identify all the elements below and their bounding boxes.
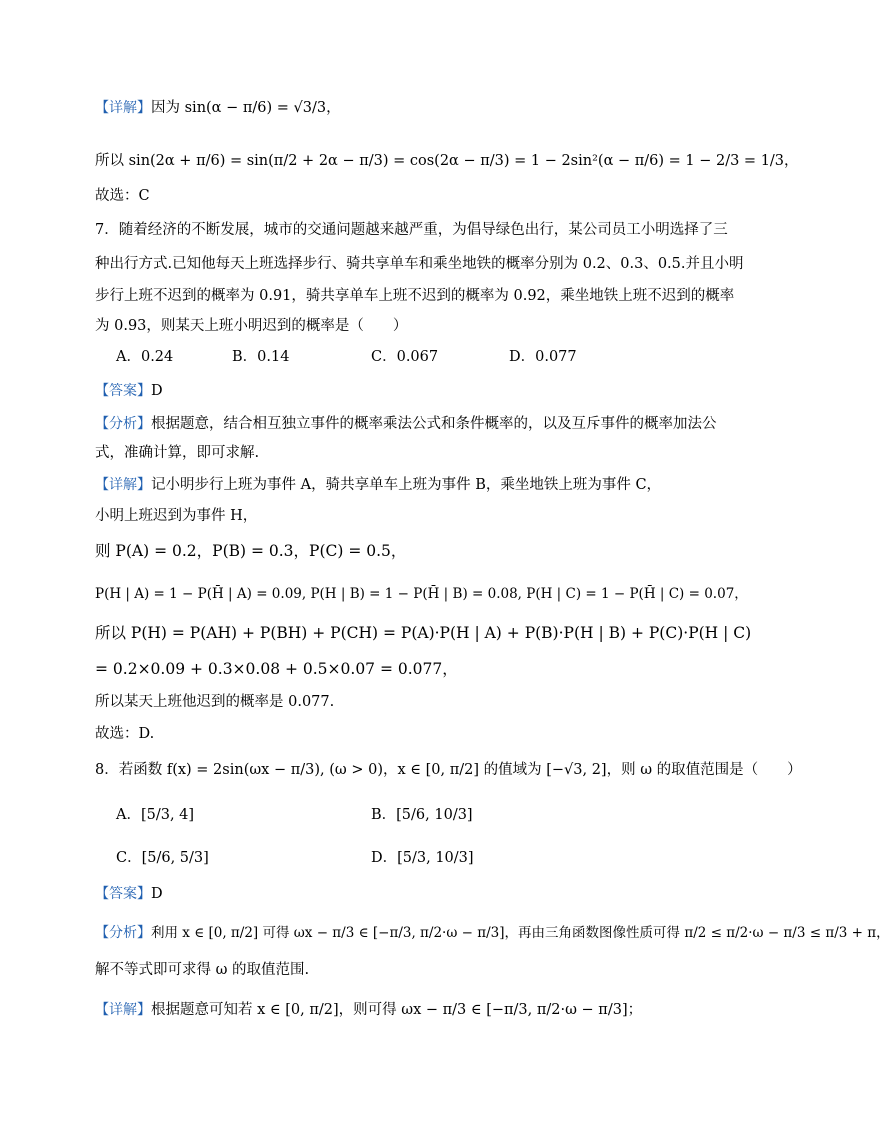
analysis-text: 式，准确计算，即可求解. [95,445,260,461]
analysis-text: 解不等式即可求得 ω 的取值范围. [95,962,310,978]
option-c: C．0.067 [371,349,439,365]
choice-text: 故选：D. [95,726,155,742]
answer-text: D [151,886,163,902]
analysis-tag: 【分析】 [95,416,151,432]
option-c: C．[5/6, 5/3] [116,850,209,866]
detail-text: 小明上班迟到为事件 H， [95,508,258,524]
detail-line [95,1000,735,1020]
detail-line [95,506,735,526]
stem-line: 为 0.93，则某天上班小明迟到的概率是（ ） [95,318,408,334]
option-d: D．[5/3, 10/3] [371,850,474,866]
detail-line [95,659,735,679]
question-7-stem [95,220,735,240]
solution-line [95,151,799,171]
detail-line [95,475,735,495]
question-7-stem [95,254,744,274]
detail-line [95,692,735,712]
detail-line [95,724,735,744]
detail-text: 记小明步行上班为事件 A，骑共享单车上班为事件 B，乘坐地铁上班为事件 C， [151,477,662,493]
option-a: A．[5/3, 4] [116,807,195,823]
stem-line: 8．若函数 f(x) = 2sin(ωx − π/3), (ω > 0)，x ∈ [0, π/2] 的值域为 [−√3, 2]，则 ω 的取值范围是（ ） [95,762,802,778]
detail-text: 根据题意可知若 x ∈ [0, π/2]，则可得 ωx − π/3 ∈ [−π/3, π/2·ω − π/3]； [151,1002,643,1018]
analysis-line [95,443,735,463]
answer-line [95,381,735,401]
option-a: A．0.24 [116,349,174,365]
option-b: B．[5/6, 10/3] [371,807,473,823]
analysis-line [95,960,735,980]
detail-text: 所以某天上班他迟到的概率是 0.077. [95,694,335,710]
detail-text: 所以 sin(2α + π/6) = sin(π/2 + 2α − π/3) = cos(2α − π/3) = 1 − 2sin²(α − π/6) = 1 − 2/3 = 1/3， [95,153,799,169]
detail-text: 因为 sin(α − π/6) = √3/3， [151,100,341,116]
answer-tag: 【答案】 [95,383,151,399]
question-8-stem [95,760,802,780]
answer-line [95,884,735,904]
detail-formula: 所以 P(H) = P(AH) + P(BH) + P(CH) = P(A)·P(H | A) + P(B)·P(H | B) + P(C)·P(H | C) [95,624,752,642]
stem-line: 步行上班不迟到的概率为 0.91，骑共享单车上班不迟到的概率为 0.92，乘坐地铁上班不迟到的概率 [95,288,735,304]
stem-line: 种出行方式.已知他每天上班选择步行、骑共享单车和乘坐地铁的概率分别为 0.2、0.3、0.5.并且小明 [95,256,744,272]
analysis-line [95,923,890,943]
choice-text: 故选：C [95,188,150,204]
question-7-stem [95,286,735,306]
analysis-tag: 【分析】 [95,925,151,941]
detail-text: 则 P(A) = 0.2，P(B) = 0.3，P(C) = 0.5， [95,542,407,560]
detail-tag: 【详解】 [95,477,151,493]
analysis-text: 利用 x ∈ [0, π/2] 可得 ωx − π/3 ∈ [−π/3, π/2·ω − π/3]，再由三角函数图像性质可得 π/2 ≤ π/2·ω − π/3 ≤ π/3 + π， [151,925,890,941]
option-d: D．0.077 [509,349,577,365]
detail-line [95,541,735,561]
answer-tag: 【答案】 [95,886,151,902]
solution-choice [95,186,735,206]
detail-tag: 【详解】 [95,1002,151,1018]
detail-formula: = 0.2×0.09 + 0.3×0.08 + 0.5×0.07 = 0.077， [95,660,458,678]
question-7-stem [95,316,735,336]
detail-line [95,584,748,604]
answer-text: D [151,383,163,399]
detail-formula: P(H | A) = 1 − P(H̄ | A) = 0.09, P(H | B) = 1 − P(H̄ | B) = 0.08, P(H | C) = 1 − P(H̄ | C) = 0.07， [95,586,748,602]
analysis-text: 根据题意，结合相互独立事件的概率乘法公式和条件概率的，以及互斥事件的概率加法公 [151,416,717,432]
detail-tag: 【详解】 [95,100,151,116]
stem-line: 7．随着经济的不断发展，城市的交通问题越来越严重，为倡导绿色出行，某公司员工小明选择了三 [95,222,728,238]
analysis-line [95,414,735,434]
solution-line [95,98,735,118]
detail-line [95,623,752,643]
option-b: B．0.14 [232,349,290,365]
